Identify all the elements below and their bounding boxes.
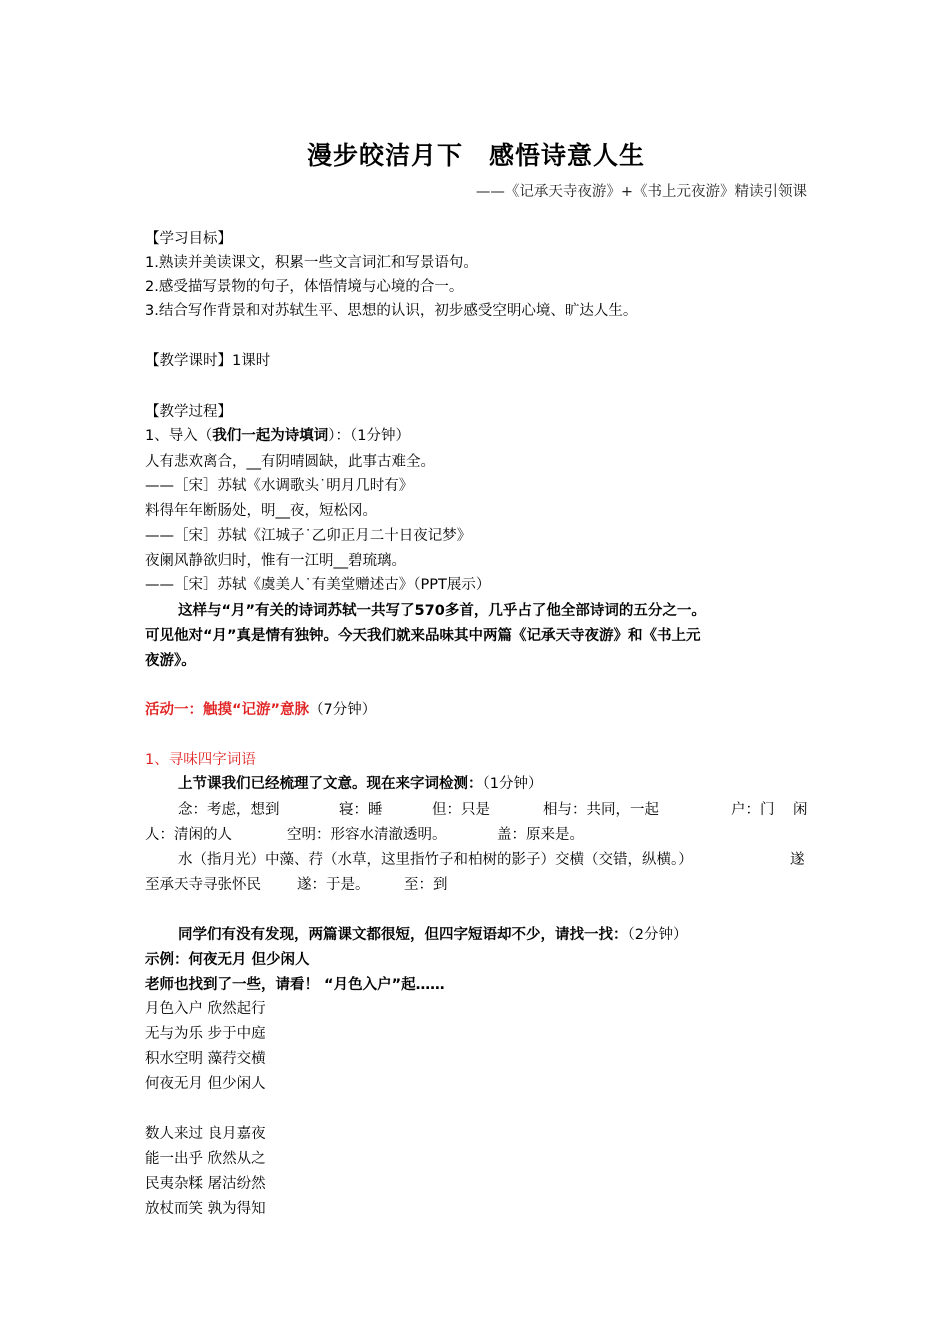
- find-line: [178, 926, 687, 944]
- activity-heading: [145, 701, 376, 719]
- goal-item: 3.结合写作背景和对苏轼生平、思想的认识，初步感受空明心境、旷达人生。: [145, 303, 638, 319]
- poem-source: ——［宋］苏轼《虞美人˙有美堂赠述古》（PPT展示）: [145, 577, 491, 593]
- summary-line: 这样与“月”有关的诗词苏轼一共写了570多首，几乎占了他全部诗词的五分之一。: [178, 603, 706, 619]
- vocab-item: 水（指月光）中藻、荇（水草，这里指竹子和柏树的影子）交横（交错，纵横。）: [178, 852, 693, 868]
- vocab-item: 闲: [793, 802, 808, 818]
- vocab-item: 遂：于是。: [297, 877, 370, 893]
- vocab-item: 人：清闲的人: [145, 827, 232, 843]
- summary-line: 夜游》。: [145, 653, 196, 669]
- vocab-item: 但：只是: [432, 802, 490, 818]
- poem-source: ——［宋］苏轼《水调歌头˙明月几时有》: [145, 478, 414, 494]
- find-time: （2分钟）: [627, 927, 688, 943]
- teacher-line: 老师也找到了一些，请看！ “月色入户”起……: [145, 977, 445, 993]
- phrase-pair: 民夷杂糅 屠沽纷然: [145, 1176, 266, 1192]
- phrase-pair: 放杖而笑 孰为得知: [145, 1201, 266, 1217]
- vocab-item: 至：到: [404, 877, 448, 893]
- vocab-item: 至承天寺寻张怀民: [145, 877, 261, 893]
- find-instruction: 同学们有没有发现，两篇课文都很短，但四字短语却不少，请找一找：: [178, 927, 628, 943]
- vocab-item: 寝：睡: [339, 802, 383, 818]
- vocab-item: 盖：原来是。: [497, 827, 584, 843]
- intro-line: [145, 427, 410, 445]
- vocab-item: 念：考虑，想到: [178, 802, 280, 818]
- goals-heading: 【学习目标】: [145, 231, 232, 247]
- poem-source: ——［宋］苏轼《江城子˙乙卯正月二十日夜记梦》: [145, 528, 472, 544]
- page-subtitle: ——《记承天寺夜游》+《书上元夜游》精读引领课: [475, 184, 807, 200]
- hours-line: 【教学课时】1课时: [145, 353, 271, 369]
- vocab-item: 空明：形容水清澈透明。: [287, 827, 447, 843]
- intro-emphasis: 我们一起为诗填词: [212, 428, 329, 444]
- goal-item: 2.感受描写景物的句子，体悟情境与心境的合一。: [145, 279, 464, 295]
- page-title: 漫步皎洁月下 感悟诗意人生: [306, 141, 645, 170]
- phrase-pair: 何夜无月 但少闲人: [145, 1076, 266, 1092]
- summary-line: 可见他对“月”真是情有独钟。今天我们就来品味其中两篇《记承天寺夜游》和《书上元: [145, 628, 701, 644]
- process-heading: 【教学过程】: [145, 404, 232, 420]
- poem-line: 人有悲欢离合，__有阴晴圆缺，此事古难全。: [145, 454, 435, 470]
- activity-label: 活动一：触摸“记游”意脉: [145, 702, 310, 718]
- goal-item: 1.熟读并美读课文，积累一些文言词汇和写景语句。: [145, 255, 478, 271]
- vocab-item: 相与：共同，一起: [543, 802, 659, 818]
- example-line: 示例：何夜无月 但少闲人: [145, 952, 310, 968]
- phrase-pair: 数人来过 良月嘉夜: [145, 1126, 266, 1142]
- vocab-item: 户：门: [731, 802, 775, 818]
- check-time: （1分钟）: [482, 776, 543, 792]
- phrase-pair: 积水空明 藻荇交横: [145, 1051, 266, 1067]
- activity-time: （7分钟）: [309, 702, 377, 718]
- section-heading: 1、寻味四字词语: [145, 752, 256, 768]
- intro-prefix: 1、导入（: [145, 428, 213, 444]
- poem-line: 夜阑风静欲归时，惟有一江明__碧琉璃。: [145, 553, 406, 569]
- check-instruction: 上节课我们已经梳理了文意。现在来字词检测：: [178, 776, 483, 792]
- poem-line: 料得年年断肠处，明__夜，短松冈。: [145, 503, 377, 519]
- phrase-pair: 月色入户 欣然起行: [145, 1001, 266, 1017]
- vocab-item: 遂: [790, 852, 805, 868]
- intro-time: ）：（1分钟）: [328, 428, 410, 444]
- phrase-pair: 能一出乎 欣然从之: [145, 1151, 266, 1167]
- phrase-pair: 无与为乐 步于中庭: [145, 1026, 266, 1042]
- check-line: [178, 775, 542, 793]
